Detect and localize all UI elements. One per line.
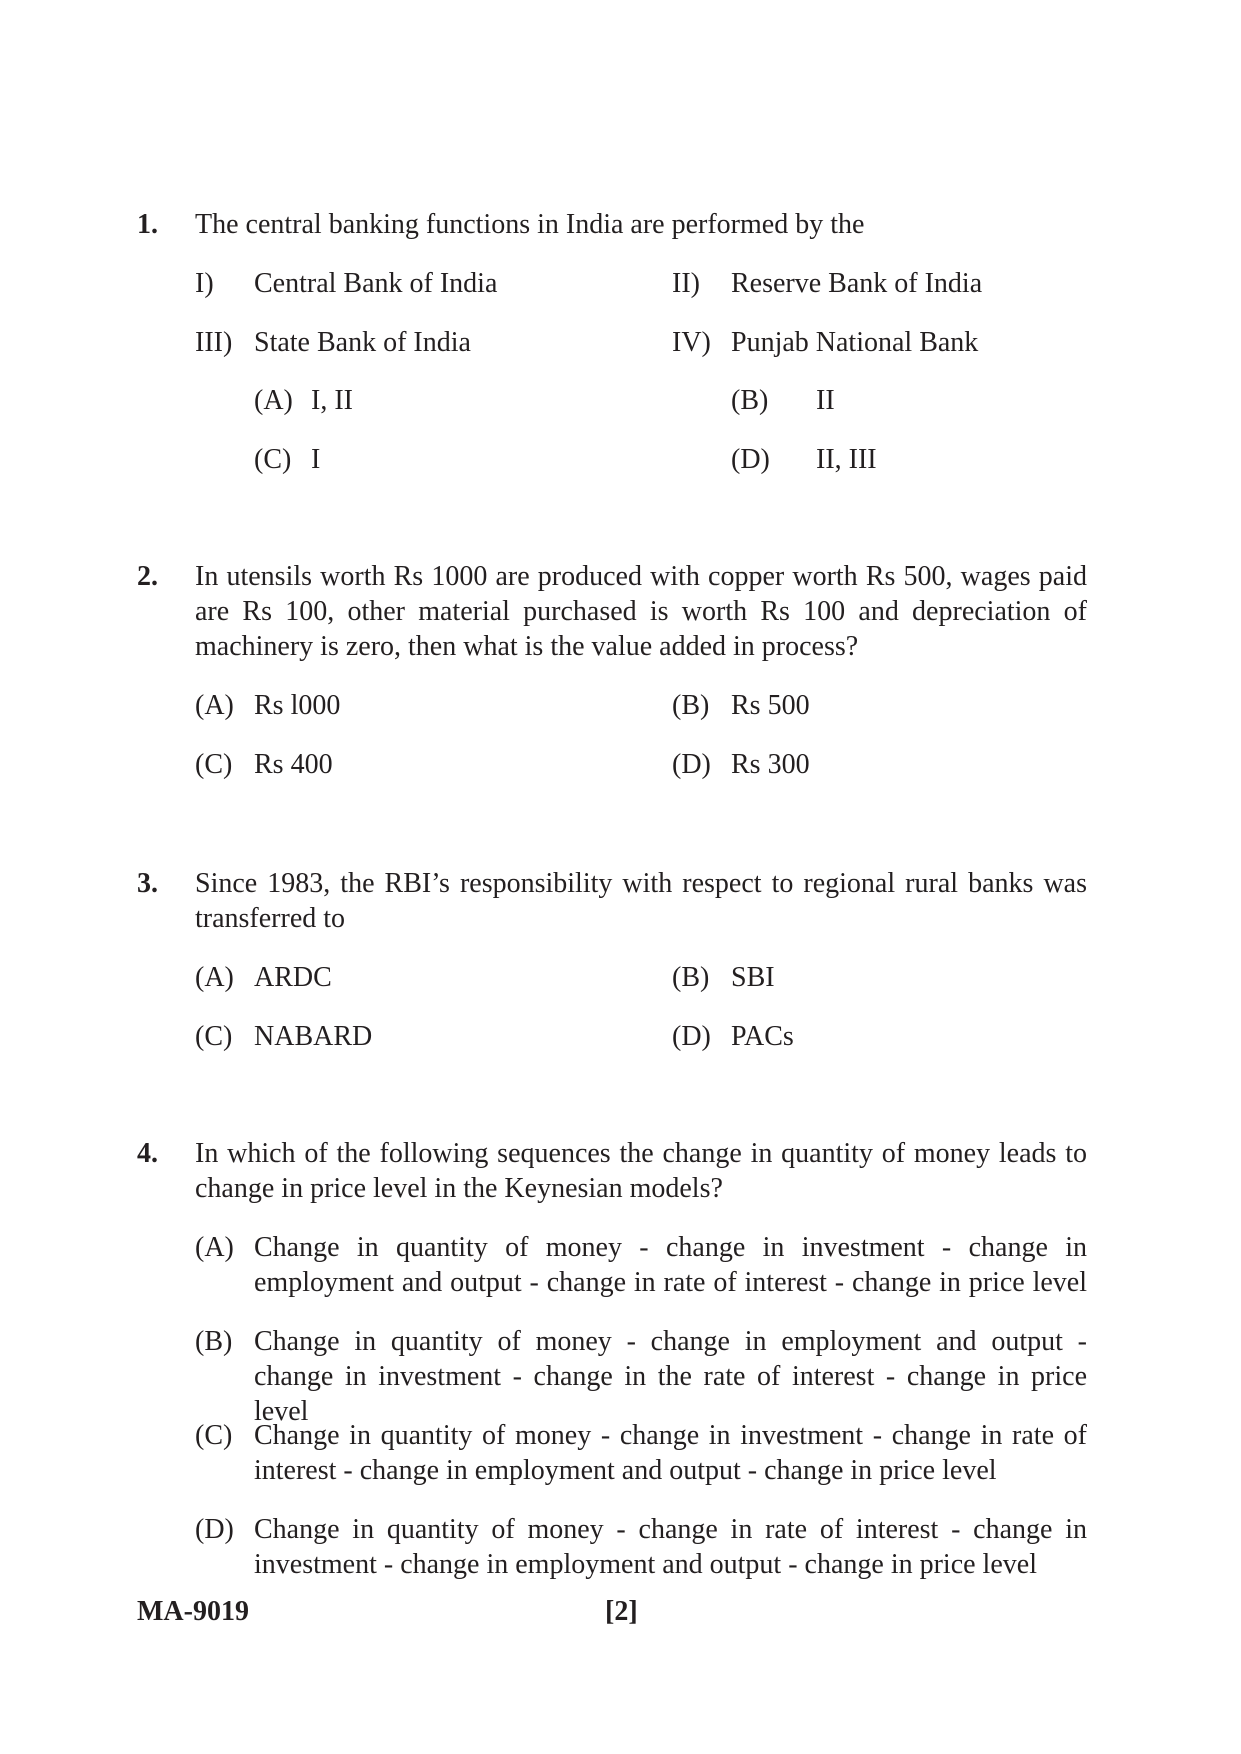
option-text: ARDC (254, 962, 332, 993)
option-label: (C) (195, 749, 233, 780)
option-text: NABARD (254, 1021, 373, 1052)
option-label: (B) (731, 385, 769, 416)
question-stem: In utensils worth Rs 1000 are produced with copper worth Rs 500, wages paid are Rs 100, other material purchased is worth Rs 100 and depreciation of machinery is zero, then what is the value added in process? (195, 561, 1087, 662)
question-stem: The central banking functions in India are performed by the (195, 209, 865, 240)
option-text: SBI (731, 962, 775, 993)
option-text: Change in quantity of money - change in investment - change in rate of interest - change in employment and output - change in price level (254, 1420, 1087, 1486)
question-number: 1. (137, 209, 158, 240)
question-stem: Since 1983, the RBI’s responsibility with respect to regional rural banks was transferred to (195, 868, 1087, 934)
option-label: (D) (672, 1021, 711, 1052)
page-number: [2] (605, 1596, 638, 1627)
option-text: Rs 300 (731, 749, 810, 780)
question-stem: In which of the following sequences the change in quantity of money leads to change in price level in the Keynesian models? (195, 1138, 1087, 1204)
question-number: 3. (137, 868, 158, 899)
option-text: I, II (311, 385, 353, 416)
option-text: PACs (731, 1021, 794, 1052)
option-text: Rs 400 (254, 749, 333, 780)
option-text: Change in quantity of money - change in rate of interest - change in investment - change in employment and output - change in price level (254, 1514, 1087, 1580)
option-label: (B) (195, 1326, 233, 1357)
option-text: Change in quantity of money - change in employment and output - change in investment - change in the rate of interest - change in price level (254, 1326, 1087, 1427)
statement-text: Punjab National Bank (731, 327, 979, 358)
option-label: (A) (195, 962, 234, 993)
statement-label: II) (672, 268, 700, 299)
option-label: (A) (254, 385, 293, 416)
paper-code: MA-9019 (137, 1596, 249, 1627)
statement-label: III) (195, 327, 233, 358)
option-text: II, III (816, 444, 877, 475)
statement-label: IV) (672, 327, 711, 358)
option-text: Change in quantity of money - change in investment - change in employment and output - change in rate of interest - change in price level (254, 1232, 1087, 1298)
option-label: (D) (195, 1514, 234, 1545)
option-label: (C) (195, 1420, 233, 1451)
option-label: (D) (731, 444, 770, 475)
question-number: 4. (137, 1138, 158, 1169)
option-label: (A) (195, 690, 234, 721)
option-text: II (816, 385, 835, 416)
option-label: (C) (254, 444, 292, 475)
statement-label: I) (195, 268, 214, 299)
statement-text: Central Bank of India (254, 268, 498, 299)
statement-text: Reserve Bank of India (731, 268, 983, 299)
option-text: Rs l000 (254, 690, 341, 721)
option-text: I (311, 444, 321, 475)
question-number: 2. (137, 561, 158, 592)
option-label: (B) (672, 690, 710, 721)
option-label: (B) (672, 962, 710, 993)
option-text: Rs 500 (731, 690, 810, 721)
statement-text: State Bank of India (254, 327, 471, 358)
option-label: (C) (195, 1021, 233, 1052)
option-label: (A) (195, 1232, 234, 1263)
option-label: (D) (672, 749, 711, 780)
